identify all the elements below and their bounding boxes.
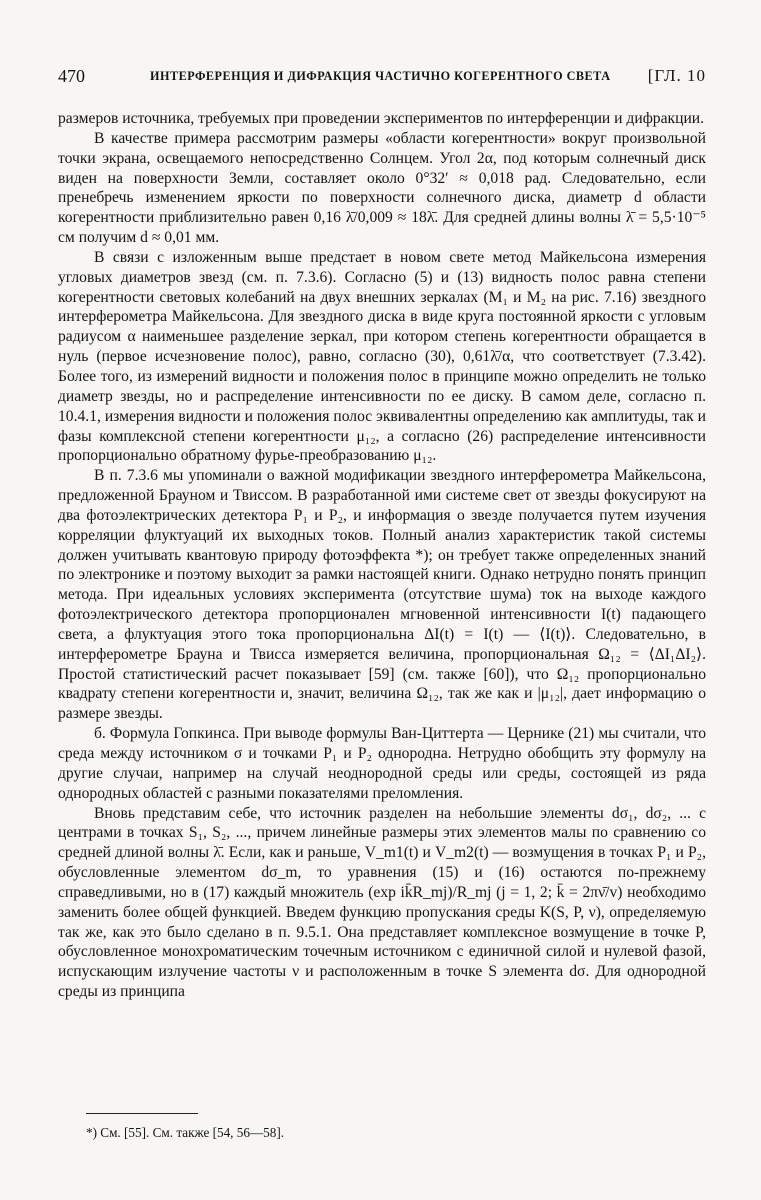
footnote-divider bbox=[86, 1113, 198, 1114]
paragraph-coherence-area-example: В качестве примера рассмотрим размеры «области когерентности» вокруг произвольной точки экрана, освещаемого непосредственно Солнцем. Угол 2α, под которым солнечный диск виден на поверхности Земли, составляет около 0°32′ ≈ 0,018 рад. Следовательно, если пренебречь изменением яркости по поверхности солнечного диска, диаметр d области когерентности приблизительно равен 0,16 λ̄/0,009 ≈ 18λ̄. Для средней длины волны λ̄ = 5,5·10⁻⁵ см получим d ≈ 0,01 мм. bbox=[58, 129, 706, 247]
paragraph-continuation: размеров источника, требуемых при проведении экспериментов по интерференции и дифракции. bbox=[58, 110, 705, 127]
paragraph-brown-twiss: В п. 7.3.6 мы упоминали о важной модификации звездного интерферометра Майкельсона, предложенной Брауном и Твиссом. В разработанной ими системе свет от звезды фокусируют на два фотоэлектрических детектора P₁ и P₂, и информация о звезде получается путем изучения корреляции флуктуаций их выходных токов. Полный анализ характеристик такой системы должен учитывать квантовую природу фотоэффекта *); он требует также определенных знаний по электронике и поэтому выходит за рамки настоящей книги. Однако нетрудно понять принцип метода. При идеальных условиях эксперимента (отсутствие шума) ток на выходе каждого фотоэлектрического детектора пропорционален мгновенной интенсивности I(t) падающего света, а флуктуация этого тока пропорциональна ΔI(t) = I(t) — ⟨I(t)⟩. Следовательно, в интерферометре Брауна и Твисса измеряется величина, пропорциональная Ω₁₂ = ⟨ΔI₁ΔI₂⟩. Простой статистический расчет показывает [59] (см. также [60]), что Ω₁₂ пропорционально квадрату степени когерентности и, значит, величина Ω₁₂, так же как и |μ₁₂|, дает информацию о размере звезды. bbox=[58, 467, 706, 723]
chapter-marker: [ГЛ. 10 bbox=[647, 66, 706, 85]
footnote: *) См. [55]. См. также [54, 56—58]. bbox=[86, 1125, 285, 1140]
running-header bbox=[58, 66, 706, 90]
body-text bbox=[58, 109, 706, 1002]
running-title: ИНТЕРФЕРЕНЦИЯ И ДИФРАКЦИЯ ЧАСТИЧНО КОГЕРЕНТНОГО СВЕТА bbox=[150, 69, 611, 83]
paragraph-hopkins-formula: б. Формула Гопкинса. При выводе формулы Ван-Циттерта — Цернике (21) мы считали, что среда между источником σ и точками P₁ и P₂ однородна. Нетрудно обобщить эту формулу на другие случаи, например на случай неоднородной среды или среды, состоящей из ряда однородных областей с разными показателями преломления. bbox=[58, 725, 706, 802]
page-number: 470 bbox=[58, 66, 85, 86]
paragraph-source-elements: Вновь представим себе, что источник разделен на небольшие элементы dσ₁, dσ₂, ... с центрами в точках S₁, S₂, ..., причем линейные размеры этих элементов малы по сравнению со средней длиной волны λ̄. Если, как и раньше, V_m1(t) и V_m2(t) — возмущения в точках P₁ и P₂, обусловленные элементом dσ_m, то уравнения (15) и (16) остаются по-прежнему справедливыми, но в (17) каждый множитель (exp ik̄R_mj)/R_mj (j = 1, 2; k̄ = 2πν̄/v) необходимо заменить более общей функцией. Введем функцию пропускания среды K(S, P, ν), определяемую так же, как это было сделано в п. 9.5.1. Она представляет комплексное возмущение в точке P, обусловленное монохроматическим точечным источником с единичной силой и нулевой фазой, испускающим излучение частоты ν и расположенным в точке S элемента dσ. Для однородной среды из принципа bbox=[58, 804, 706, 1001]
paragraph-michelson-method: В связи с изложенным выше предстает в новом свете метод Майкельсона измерения угловых диаметров звезд (см. п. 7.3.6). Согласно (5) и (13) видность полос равна степени когерентности световых колебаний на двух внешних зеркалах (M₁ и M₂ на рис. 7.16) звездного интерферометра Майкельсона. Для звездного диска в виде круга постоянной яркости с угловым радиусом α наименьшее разделение зеркал, при котором степень когерентности обращается в нуль (первое исчезновение полос), равно, согласно (30), 0,61λ̄/α, что соответствует (7.3.42). Более того, из измерений видности и положения полос в принципе можно определить не только диаметр звезды, но и распределение интенсивности по ее диску. В самом деле, согласно п. 10.4.1, измерения видности и положения полос эквивалентны определению как амплитуды, так и фазы комплексной степени когерентности μ₁₂, а согласно (26) распределение интенсивности пропорционально обратному фурье-преобразованию μ₁₂. bbox=[58, 248, 706, 465]
